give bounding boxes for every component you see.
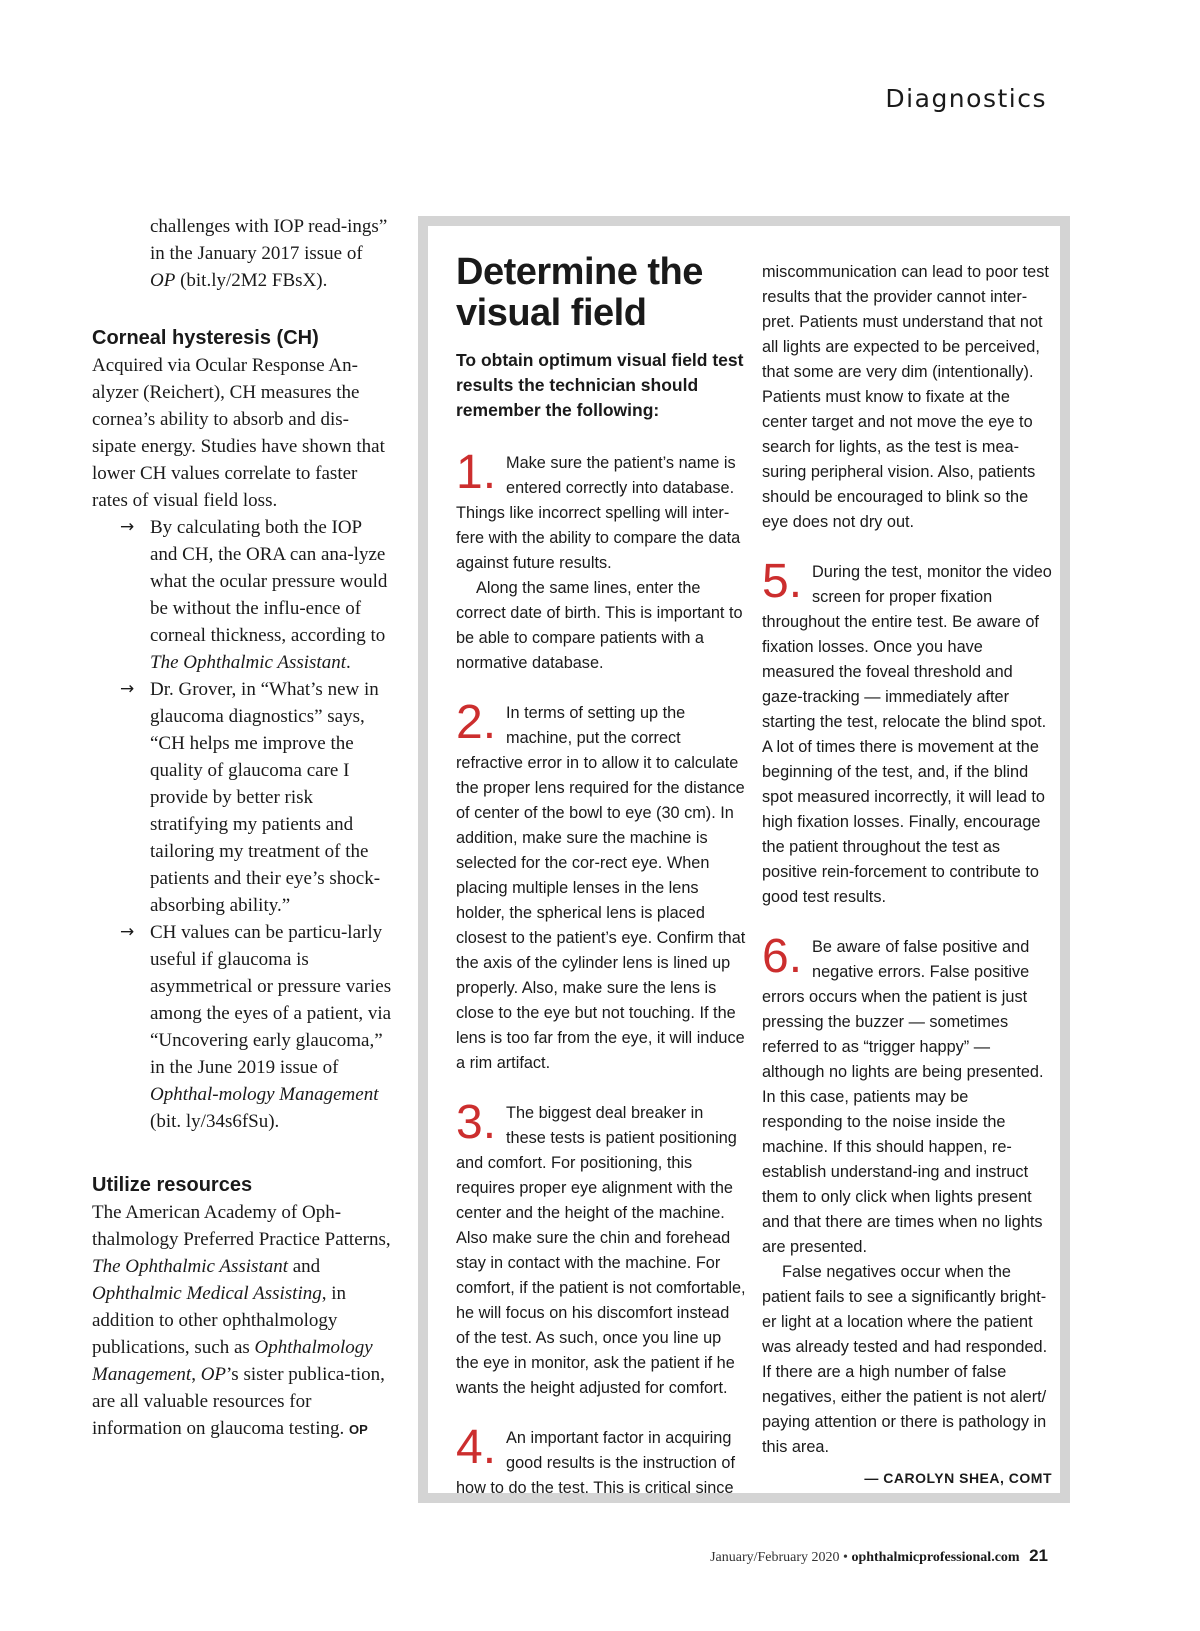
item-text: In terms of setting up the machine, put the correct refractive error in to allow it to calculate the proper lens required for the distance of center of the bowl to eye (30 cm). In addition, make sure the machine is selected for the cor-rect eye. When placing multiple lenses in the lens holder, the spherical lens is placed closest to the patient’s eye. Confirm that the axis of the cylinder lens is lined up properly. Also, make sure the lens is close to the eye but not touching. If the lens is too far from the eye, it will induce a rim artifact. xyxy=(456,704,746,1072)
author-signature: — CAROLYN SHEA, COMT xyxy=(864,1470,1052,1486)
text-segment: ’s sister publica-tion, are all valuable resources for information on glaucoma testing. xyxy=(92,1364,385,1439)
section-label: Diagnostics xyxy=(885,84,1047,113)
text-segment: , xyxy=(191,1364,201,1385)
item-text: During the test, monitor the video screen for proper fixation throughout the entire test. Be aware of fixation losses. Once you have measured the foveal threshold and gaze-tracking — immediately after starting the test, relocate the blind spot. A lot of times there is movement at the beginning of the test, and, if the blind spot measured incorrectly, it will lead to high fixation losses. Finally, encourage the patient throughout the test as positive rein-forcement to contribute to good test results. xyxy=(762,563,1052,906)
publication-title: Ophthalmic Medical Assisting xyxy=(92,1283,322,1304)
item-number: 6. xyxy=(762,930,803,983)
publication-title: OP xyxy=(200,1364,227,1385)
intro-text-a: challenges with IOP read-ings” in the January 2017 issue of xyxy=(150,216,388,264)
box-column-right xyxy=(762,260,1052,1491)
paragraph-utilize-resources xyxy=(92,1199,392,1443)
bullet-text: CH values can be particu-larly useful if glaucoma is asymmetrical or pressure varies among the eyes of a patient, via “Uncovering early glaucoma,” in the June 2019 issue of xyxy=(150,922,392,1078)
list-item-1 xyxy=(456,446,746,676)
box-column-left xyxy=(456,252,746,1501)
item-number: 4. xyxy=(456,1421,497,1474)
page-number: 21 xyxy=(1029,1546,1048,1565)
bullet-item xyxy=(92,676,392,919)
page-footer xyxy=(710,1546,1048,1566)
item-number: 3. xyxy=(456,1096,497,1149)
bullet-list xyxy=(92,514,392,1135)
bullet-item xyxy=(92,919,392,1135)
item-number: 1. xyxy=(456,446,497,499)
text-segment: , in addition to other ophthalmology publications, such as xyxy=(92,1283,347,1358)
text-segment: The American Academy of Oph-thalmology Preferred Practice Patterns, xyxy=(92,1202,391,1250)
list-item-6 xyxy=(762,930,1052,1460)
arrow-icon: → xyxy=(120,922,135,942)
paragraph-corneal-hysteresis: Acquired via Ocular Response An-alyzer (Reichert), CH measures the cornea’s ability to absorb and dis-sipate energy. Studies have shown that lower CH values correlate to faster rates of visual field loss. xyxy=(92,355,385,511)
end-badge: OP xyxy=(348,1422,368,1437)
intro-text-b: (bit.ly/2M2 FBsX). xyxy=(175,270,328,291)
heading-corneal-hysteresis: Corneal hysteresis (CH) xyxy=(92,327,319,349)
bullet-text: Dr. Grover, in “What’s new in glaucoma diagnostics” says, “CH helps me improve the quality of glaucoma care I provide by better risk stratifying my patients and tailoring my treatment of the patients and their eye’s shock-absorbing ability.” xyxy=(150,679,381,916)
intro-paragraph xyxy=(92,213,392,294)
bullet-text: By calculating both the IOP and CH, the ORA can ana-lyze what the ocular pressure would be without the influ-ence of corneal thickness, according to xyxy=(150,517,388,646)
arrow-icon: → xyxy=(120,517,135,537)
publication-title: Ophthalmology Management xyxy=(92,1337,373,1385)
item-text: The biggest deal breaker in these tests is patient positioning and comfort. For positioning, this requires proper eye alignment with the center and the height of the machine. Also make sure the chin and forehead stay in contact with the machine. For comfort, if the patient is not comfortable, he will focus on his discomfort instead of the test. As such, once you line up the eye in monitor, ask the patient if he wants the height adjusted for comfort. xyxy=(456,1104,746,1397)
heading-utilize-resources: Utilize resources xyxy=(92,1174,253,1196)
list-item-5 xyxy=(762,555,1052,910)
item-text: An important factor in acquiring good results is the instruction of how to do the test. This is critical since xyxy=(456,1429,735,1497)
footer-bullet: • xyxy=(843,1550,848,1565)
publication-title: The Ophthalmic Assistant xyxy=(92,1256,288,1277)
arrow-icon: → xyxy=(120,679,135,699)
list-item-2 xyxy=(456,696,746,1076)
item-text: Be aware of false positive and negative errors. False positive errors occurs when the patient is just pressing the buzzer — sometimes referred to as “trigger happy” — although no lights are being presented. In this case, patients may be responding to the noise inside the machine. If this should happen, re-establish understand-ing and instruct them to only click when lights present and that there are times when no lights are presented. xyxy=(762,938,1044,1256)
issue-date: January/February 2020 xyxy=(710,1550,840,1565)
left-column xyxy=(92,213,392,1443)
bullet-text-end: (bit. ly/34s6fSu). xyxy=(150,1111,280,1132)
intro-publication: OP xyxy=(150,270,176,291)
bullet-publication: Ophthal-mology Management xyxy=(150,1084,379,1105)
bullet-publication: The Ophthalmic Assistant xyxy=(150,652,346,673)
box-intro: To obtain optimum visual field test results the technician should remember the following: xyxy=(456,350,744,420)
website: ophthalmicprofessional.com xyxy=(851,1550,1020,1565)
sidebar-box xyxy=(418,216,1070,1503)
item-extra-text: False negatives occur when the patient fails to see a significantly bright-er light at a location where the patient was already tested and had responded. If there are a high number of false negatives, either the patient is not alert/ paying attention or there is pathology in this area. xyxy=(762,1263,1048,1456)
text-segment: and xyxy=(288,1256,321,1277)
bullet-item xyxy=(92,514,392,676)
item-text: Make sure the patient’s name is entered correctly into database. Things like incorrect spelling will inter-fere with the ability to compare the data against future results. xyxy=(456,454,741,572)
list-item-4 xyxy=(456,1421,746,1501)
box-title: Determine the visual field xyxy=(456,251,703,334)
item-4-continued: miscommunication can lead to poor test results that the provider cannot inter-pret. Patients must understand that not all lights are expected to be perceived, that some are very dim (intentionally). Patients must know to fixate at the center target and not move the eye to search for lights, as the test is mea-suring peripheral vision. Also, patients should be encouraged to blink so the eye does not dry out. xyxy=(762,263,1049,531)
item-extra-text: Along the same lines, enter the correct date of birth. This is important to be able to compare patients with a normative database. xyxy=(456,579,743,672)
bullet-text-end: . xyxy=(346,652,351,673)
item-number: 5. xyxy=(762,555,803,608)
item-number: 2. xyxy=(456,696,497,749)
list-item-3 xyxy=(456,1096,746,1401)
